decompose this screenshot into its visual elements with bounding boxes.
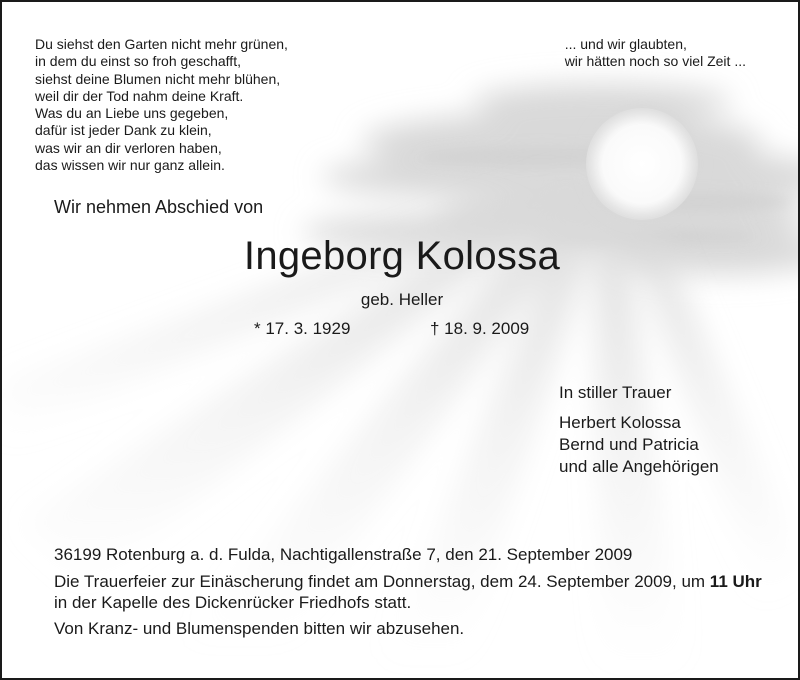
poem-line: Du siehst den Garten nicht mehr grünen, — [35, 36, 288, 52]
mourner-name: und alle Angehörigen — [559, 457, 719, 476]
ceremony-info — [54, 571, 774, 613]
poem-line: ... und wir glaubten, — [564, 36, 687, 52]
footer-info — [54, 544, 774, 645]
poem-right — [565, 36, 746, 71]
poem-line: was wir an dir verloren haben, — [35, 139, 222, 156]
ceremony-time: 11 Uhr — [709, 572, 762, 591]
poem-line: dafür ist jeder Dank zu klein, — [35, 122, 212, 139]
birth-date: * 17. 3. 1929 — [254, 319, 351, 338]
mourner-name: Herbert Kolossa — [559, 413, 681, 432]
poem-line: weil dir der Tod nahm deine Kraft. — [35, 87, 244, 104]
farewell-intro: Wir nehmen Abschied von — [54, 197, 264, 217]
poem-line: das wissen wir nur ganz allein. — [35, 157, 225, 174]
mourner-name: Bernd und Patricia — [559, 435, 699, 454]
flowers-note: Von Kranz- und Blumenspenden bitten wir abzusehen. — [54, 619, 465, 638]
mourners-block — [559, 382, 719, 478]
ceremony-text: Die Trauerfeier zur Einäscherung findet am Donnerstag, dem 24. September 2009, um — [54, 572, 710, 591]
ceremony-location: in der Kapelle des Dickenrücker Friedhofs statt. — [54, 593, 412, 612]
poem-line: in dem du einst so froh geschafft, — [35, 53, 241, 70]
death-date: † 18. 9. 2009 — [430, 319, 530, 338]
maiden-name: geb. Heller — [360, 290, 444, 309]
poem-line: siehst deine Blumen nicht mehr blühen, — [35, 70, 281, 87]
address-line: 36199 Rotenburg a. d. Fulda, Nachtigallenstraße 7, den 21. September 2009 — [54, 545, 633, 564]
poem-line: wir hätten noch so viel Zeit ... — [564, 53, 746, 70]
poem-left — [35, 36, 288, 174]
mourning-heading: In stiller Trauer — [559, 383, 672, 402]
poem-line: Was du an Liebe uns gegeben, — [35, 105, 229, 122]
deceased-name: Ingeborg Kolossa — [243, 234, 561, 278]
